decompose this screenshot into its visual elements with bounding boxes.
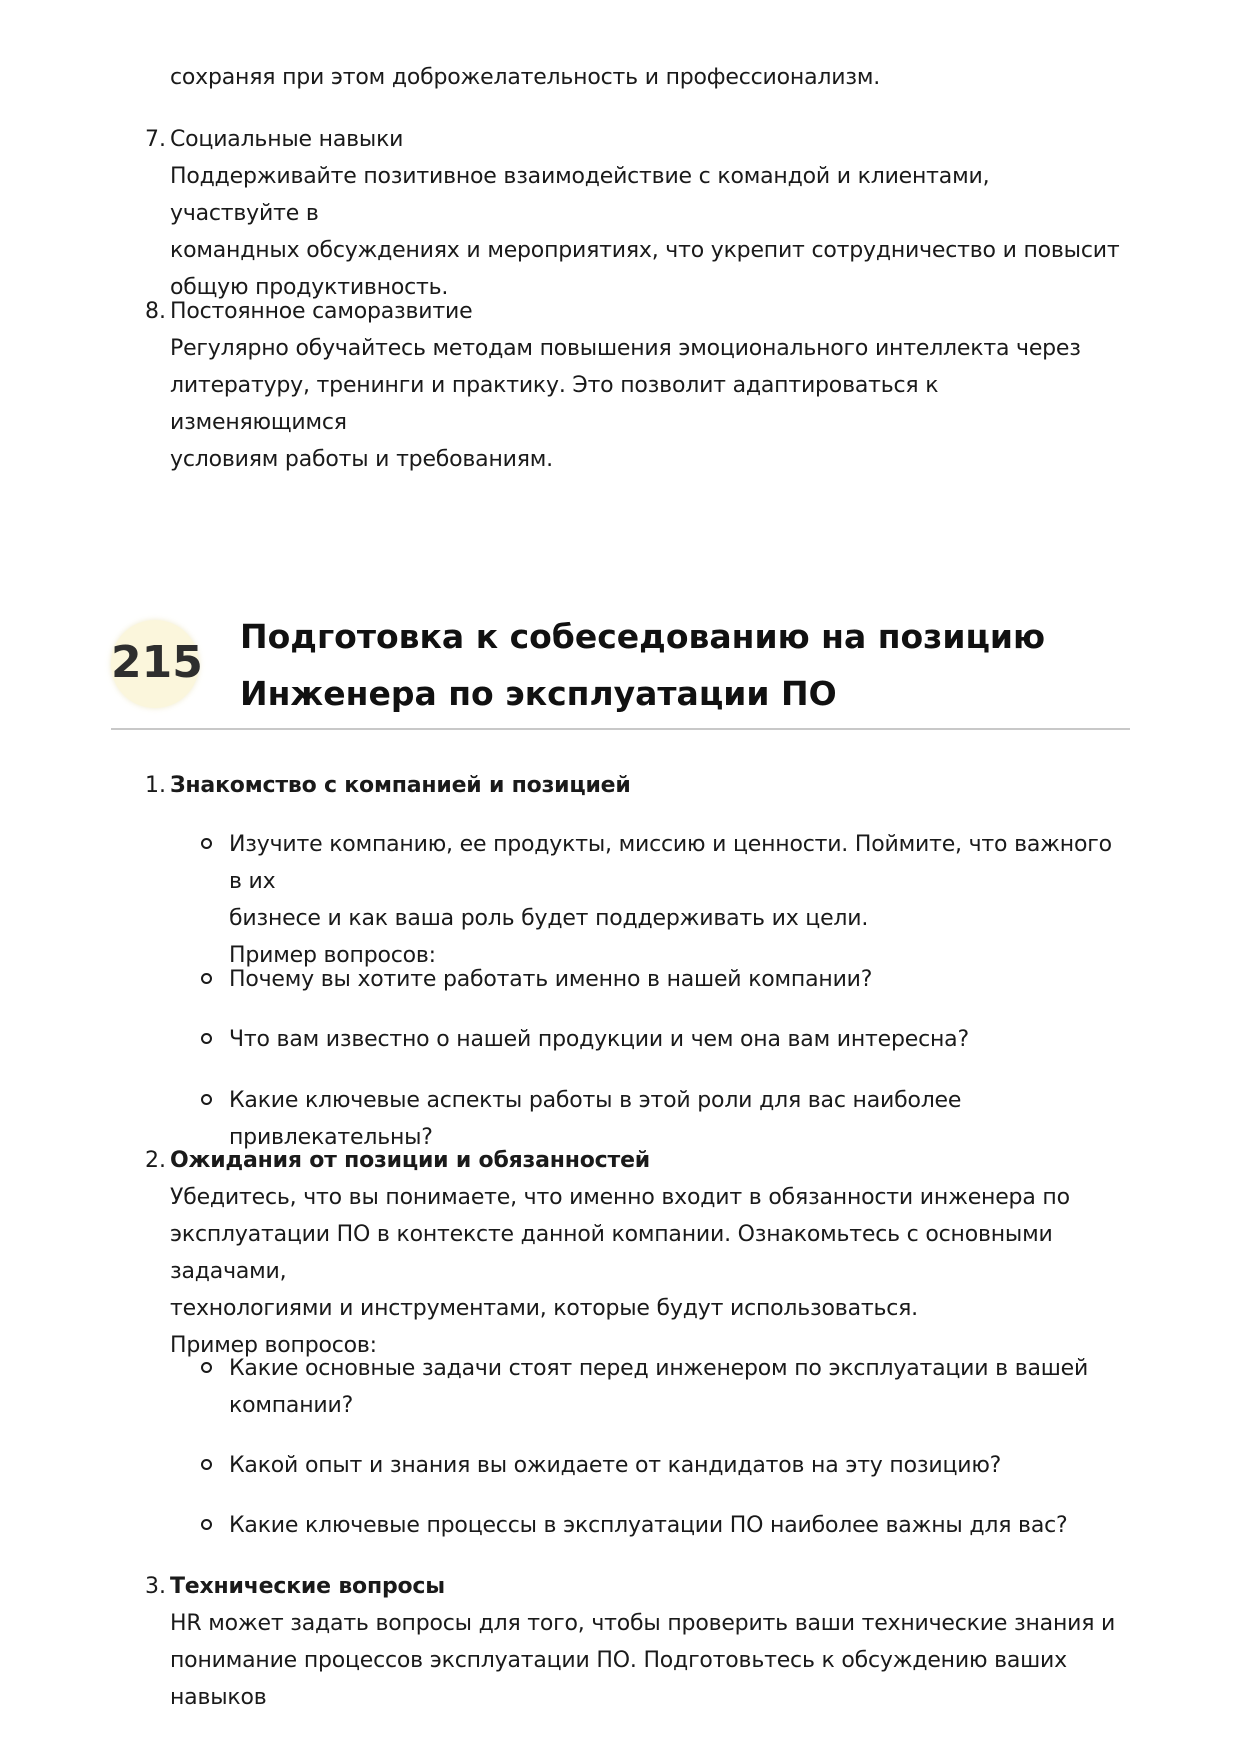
bullet-icon: [201, 1362, 212, 1373]
bullet-icon: [201, 838, 212, 849]
list-item-line: Пример вопросов:: [229, 943, 436, 968]
list-item-title: Ожидания от позиции и обязанностей: [170, 1148, 651, 1173]
list-item-title: Постоянное саморазвитие: [170, 299, 473, 324]
list-item-line: Поддерживайте позитивное взаимодействие с командой и клиентами, участвуйте в: [170, 164, 990, 226]
list-item-line: эксплуатации ПО в контексте данной компании. Ознакомьтесь с основными задачами,: [170, 1222, 1053, 1284]
list-item-number: 3.: [145, 1574, 166, 1599]
list-item-line: Какие ключевые процессы в эксплуатации ПО наиболее важны для вас?: [229, 1513, 1068, 1538]
list-item: [229, 1507, 1129, 1544]
list-item-line: Какие основные задачи стоят перед инженером по эксплуатации в вашей: [229, 1356, 1089, 1381]
list-item-line: Какие ключевые аспекты работы в этой роли для вас наиболее привлекательны?: [229, 1088, 962, 1150]
list-item-line: бизнесе и как ваша роль будет поддерживать их цели.: [229, 906, 869, 931]
list-item: [170, 121, 1120, 306]
list-item-number: 8.: [145, 299, 166, 324]
list-item: [170, 293, 1120, 478]
list-item-number: 7.: [145, 127, 166, 152]
list-item: [229, 826, 1129, 974]
section-title: [240, 608, 1140, 722]
list-item: [229, 1021, 1129, 1058]
list-item-number: 1.: [145, 773, 166, 798]
list-item-line: компании?: [229, 1393, 354, 1418]
list-item-line: Изучите компанию, ее продукты, миссию и ценности. Поймите, что важного в их: [229, 832, 1112, 894]
bullet-icon: [201, 973, 212, 984]
list-item-line: Что вам известно о нашей продукции и чем она вам интересна?: [229, 1027, 969, 1052]
list-item-title: Технические вопросы: [170, 1574, 445, 1599]
list-item-line: литературу, тренинги и практику. Это позволит адаптироваться к изменяющимся: [170, 373, 939, 435]
section-divider: [111, 728, 1130, 730]
bullet-icon: [201, 1519, 212, 1530]
list-item-line: Регулярно обучайтесь методам повышения эмоционального интеллекта через: [170, 336, 1081, 361]
list-item-number: 2.: [145, 1148, 166, 1173]
list-item: [229, 1447, 1129, 1484]
list-item-title: Знакомство с компанией и позицией: [170, 773, 631, 798]
list-item-line: командных обсуждениях и мероприятиях, что укрепит сотрудничество и повысит: [170, 238, 1120, 263]
bullet-icon: [201, 1094, 212, 1105]
list-item-line: Убедитесь, что вы понимаете, что именно входит в обязанности инженера по: [170, 1185, 1070, 1210]
list-item: [170, 1142, 1120, 1364]
list-item-line: Какой опыт и знания вы ожидаете от кандидатов на эту позицию?: [229, 1453, 1002, 1478]
bullet-icon: [201, 1459, 212, 1470]
list-item: [229, 961, 1129, 998]
continuation-text: сохраняя при этом доброжелательность и профессионализм.: [170, 65, 881, 90]
list-item-line: HR может задать вопросы для того, чтобы проверить ваши технические знания и: [170, 1611, 1116, 1636]
list-item-line: Почему вы хотите работать именно в нашей компании?: [229, 967, 873, 992]
list-item: [170, 1568, 1120, 1716]
list-item-title: Социальные навыки: [170, 127, 404, 152]
list-item-line: понимание процессов эксплуатации ПО. Подготовьтесь к обсуждению ваших навыков: [170, 1648, 1067, 1710]
list-item: [229, 1350, 1129, 1424]
list-item-line: технологиями и инструментами, которые будут использоваться.: [170, 1296, 918, 1321]
section-number: 215: [111, 637, 203, 688]
list-item-line: общую продуктивность.: [170, 275, 449, 300]
list-item-line: условиям работы и требованиям.: [170, 447, 553, 472]
section-title-line: Инженера по эксплуатации ПО: [240, 674, 837, 713]
list-item-line: Пример вопросов:: [170, 1333, 377, 1358]
bullet-icon: [201, 1033, 212, 1044]
section-title-line: Подготовка к собеседованию на позицию: [240, 617, 1046, 656]
